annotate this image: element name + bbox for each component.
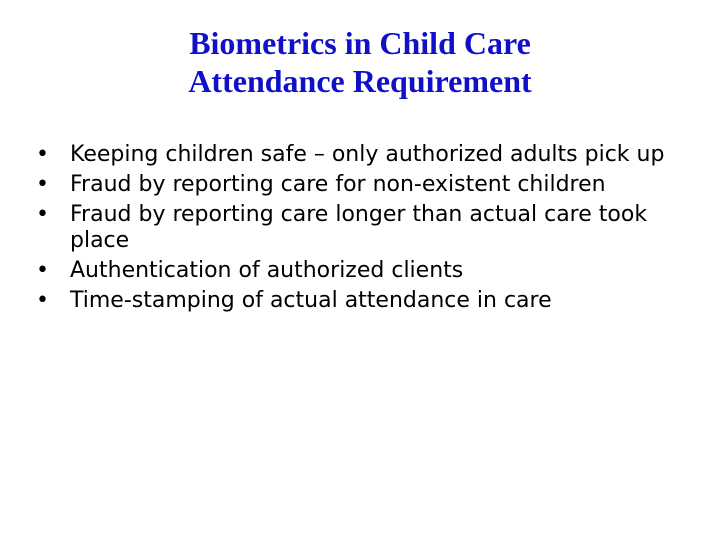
- bullet-item-authentication: [36, 258, 696, 284]
- bullet-list: [36, 142, 696, 318]
- bullet-text: Fraud by reporting care longer than actual care took place: [70, 202, 648, 253]
- bullet-item-time-stamping: [36, 288, 696, 314]
- bullet-text: Keeping children safe – only authorized adults pick up: [70, 142, 665, 167]
- bullet-item-fraud-non-existent-children: [36, 172, 696, 198]
- bullet-text: Authentication of authorized clients: [70, 258, 464, 283]
- bullet-item-fraud-longer-care: [36, 202, 696, 254]
- bullet-text: Time-stamping of actual attendance in care: [70, 288, 552, 313]
- bullet-icon: •: [36, 288, 49, 313]
- bullet-icon: •: [36, 172, 49, 197]
- slide-title-line-1: Biometrics in Child Care: [189, 25, 531, 61]
- slide-title: [60, 24, 660, 100]
- bullet-icon: •: [36, 142, 49, 167]
- bullet-text: Fraud by reporting care for non-existent children: [70, 172, 606, 197]
- slide-title-line-2: Attendance Requirement: [188, 63, 532, 99]
- bullet-item-keeping-children-safe: [36, 142, 696, 168]
- bullet-icon: •: [36, 202, 49, 227]
- bullet-icon: •: [36, 258, 49, 283]
